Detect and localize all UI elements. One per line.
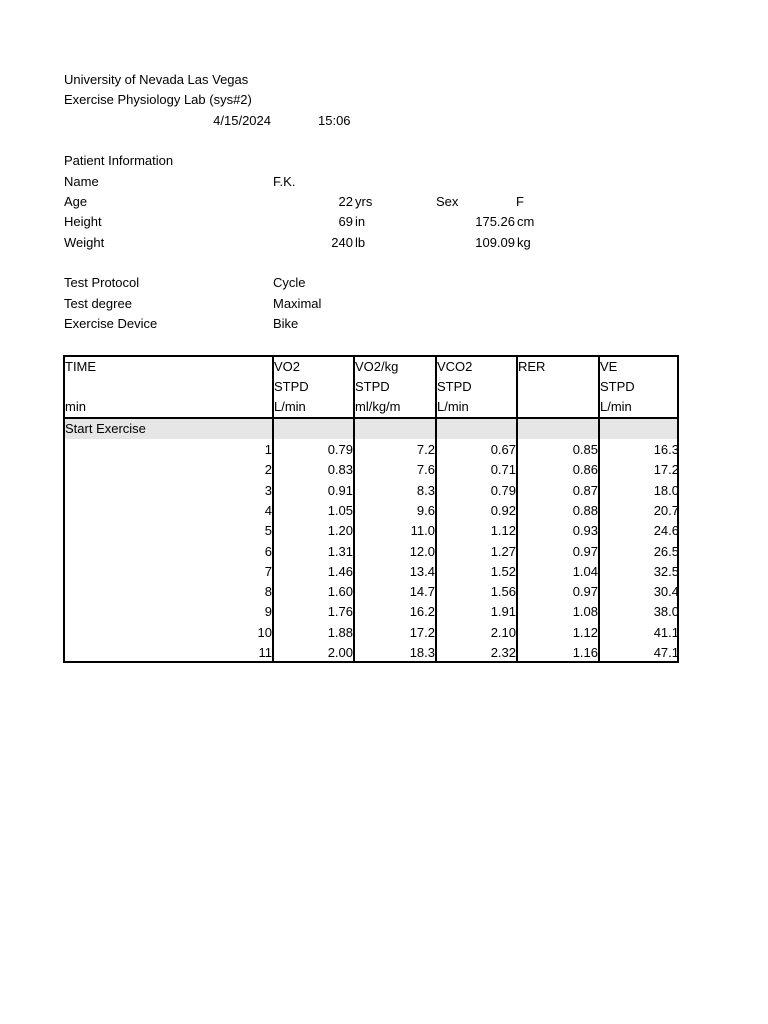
table-cell: 16.2 xyxy=(409,604,435,620)
table-cell: 11.0 xyxy=(410,523,435,539)
table-header-name: VE xyxy=(600,359,618,374)
test-degree-value: Maximal xyxy=(273,296,322,311)
table-cell: 1.31 xyxy=(327,543,353,559)
age-value: 22 xyxy=(338,194,353,209)
table-header-subtitle: STPD xyxy=(355,379,390,394)
table-cell: 0.79 xyxy=(490,482,516,498)
weight-metric-unit: kg xyxy=(517,235,531,250)
table-header-name: RER xyxy=(518,359,546,374)
height-metric-unit: cm xyxy=(517,214,535,229)
table-cell: 0.92 xyxy=(490,502,516,518)
table-cell: 41.1 xyxy=(653,624,679,640)
table-cell: 1.46 xyxy=(327,563,353,579)
table-cell: 7 xyxy=(264,563,272,579)
height-value: 69 xyxy=(338,214,353,229)
table-cell: 1.56 xyxy=(490,584,516,600)
table-cell: 1.12 xyxy=(572,624,598,640)
test-time: 15:06 xyxy=(318,113,351,128)
table-cell: 14.7 xyxy=(409,584,435,600)
table-cell: 1.04 xyxy=(572,563,598,579)
weight-metric-value: 109.09 xyxy=(475,235,515,250)
table-cell: 0.91 xyxy=(327,482,353,498)
table-cell: 3 xyxy=(264,482,272,498)
patient-info-heading: Patient Information xyxy=(64,153,174,168)
table-cell: 4 xyxy=(264,502,272,518)
table-cell: 30.4 xyxy=(653,584,679,600)
lab-name: Exercise Physiology Lab (sys#2) xyxy=(64,92,252,107)
table-cell: 0.83 xyxy=(327,462,353,478)
height-metric-value: 175.26 xyxy=(475,214,515,229)
table-cell: 1.60 xyxy=(327,584,353,600)
sex-label: Sex xyxy=(436,194,459,209)
institution-name: University of Nevada Las Vegas xyxy=(64,72,249,87)
test-protocol-value: Cycle xyxy=(273,275,306,290)
table-cell: 0.71 xyxy=(490,462,516,478)
table-cell: 17.2 xyxy=(409,624,435,640)
table-cell: 7.2 xyxy=(416,442,435,457)
table-cell: 13.4 xyxy=(409,563,435,579)
table-cell: 2.32 xyxy=(490,645,516,660)
table-header-name: VO2/kg xyxy=(355,359,399,374)
table-header-name: VCO2 xyxy=(437,359,473,374)
table-header-subtitle: STPD xyxy=(437,379,472,394)
table-cell: 1.91 xyxy=(490,604,516,620)
table-cell: 11 xyxy=(258,645,272,660)
table-cell: 1.20 xyxy=(327,523,353,539)
table-header-unit: L/min xyxy=(600,399,632,414)
weight-unit: lb xyxy=(355,235,366,250)
table-cell: 0.93 xyxy=(572,523,598,539)
weight-value: 240 xyxy=(331,235,353,250)
table-cell: 1 xyxy=(264,442,272,457)
table-cell: 1.88 xyxy=(327,624,353,640)
table-cell: 2 xyxy=(264,462,272,478)
table-cell: 17.2 xyxy=(653,462,679,478)
table-cell: 12.0 xyxy=(409,543,435,559)
table-cell: 0.88 xyxy=(572,502,598,518)
table-cell: 0.86 xyxy=(572,462,598,478)
table-cell: 18.0 xyxy=(653,482,679,498)
table-cell: 0.67 xyxy=(490,442,516,457)
table-cell: 0.97 xyxy=(572,543,598,559)
exercise-data-table xyxy=(63,355,679,663)
exercise-device-value: Bike xyxy=(273,316,299,331)
name-label: Name xyxy=(64,174,99,189)
phase-row-shading xyxy=(65,419,677,439)
phase-label-start-exercise: Start Exercise xyxy=(65,421,146,436)
height-unit: in xyxy=(355,214,366,229)
table-cell: 1.52 xyxy=(490,563,516,579)
table-cell: 8 xyxy=(264,584,272,600)
table-header-subtitle: STPD xyxy=(274,379,309,394)
table-cell: 9 xyxy=(264,604,272,620)
table-cell: 18.3 xyxy=(409,645,435,660)
table-cell: 7.6 xyxy=(416,462,435,478)
table-cell: 5 xyxy=(264,523,272,539)
table-cell: 1.05 xyxy=(327,502,353,518)
table-cell: 1.16 xyxy=(572,645,598,660)
table-header-name: TIME xyxy=(65,359,97,374)
table-cell: 0.79 xyxy=(327,442,353,457)
table-cell: 10 xyxy=(257,624,272,640)
table-cell: 1.76 xyxy=(327,604,353,620)
table-cell: 38.0 xyxy=(653,604,679,620)
test-date: 4/15/2024 xyxy=(213,113,271,128)
table-cell: 2.00 xyxy=(327,645,353,660)
table-cell: 2.10 xyxy=(490,624,516,640)
table-cell: 8.3 xyxy=(416,482,435,498)
table-cell: 32.5 xyxy=(653,563,679,579)
exercise-device-label: Exercise Device xyxy=(64,316,158,331)
age-label: Age xyxy=(64,194,88,209)
table-cell: 0.97 xyxy=(572,584,598,600)
table-cell: 16.3 xyxy=(653,442,679,457)
table-header-unit: min xyxy=(65,399,86,414)
name-value: F.K. xyxy=(273,174,296,189)
weight-label: Weight xyxy=(64,235,105,250)
sex-value: F xyxy=(516,194,524,209)
table-cell: 20.7 xyxy=(653,502,679,518)
table-cell: 26.5 xyxy=(653,543,679,559)
table-cell: 1.27 xyxy=(490,543,516,559)
table-cell: 0.85 xyxy=(572,442,598,457)
table-header-unit: L/min xyxy=(437,399,469,414)
age-unit: yrs xyxy=(355,194,373,209)
table-cell: 1.12 xyxy=(490,523,516,539)
test-protocol-label: Test Protocol xyxy=(64,275,140,290)
table-header-name: VO2 xyxy=(274,359,301,374)
table-cell: 0.87 xyxy=(572,482,598,498)
table-cell: 1.08 xyxy=(572,604,598,620)
height-label: Height xyxy=(64,214,102,229)
header-divider xyxy=(65,417,677,419)
table-cell: 47.1 xyxy=(653,645,679,660)
table-cell: 9.6 xyxy=(416,502,435,518)
table-cell: 24.6 xyxy=(653,523,679,539)
test-degree-label: Test degree xyxy=(64,296,132,311)
table-header-unit: ml/kg/m xyxy=(355,399,401,414)
table-cell: 6 xyxy=(264,543,272,559)
table-header-subtitle: STPD xyxy=(600,379,635,394)
table-header-unit: L/min xyxy=(274,399,306,414)
